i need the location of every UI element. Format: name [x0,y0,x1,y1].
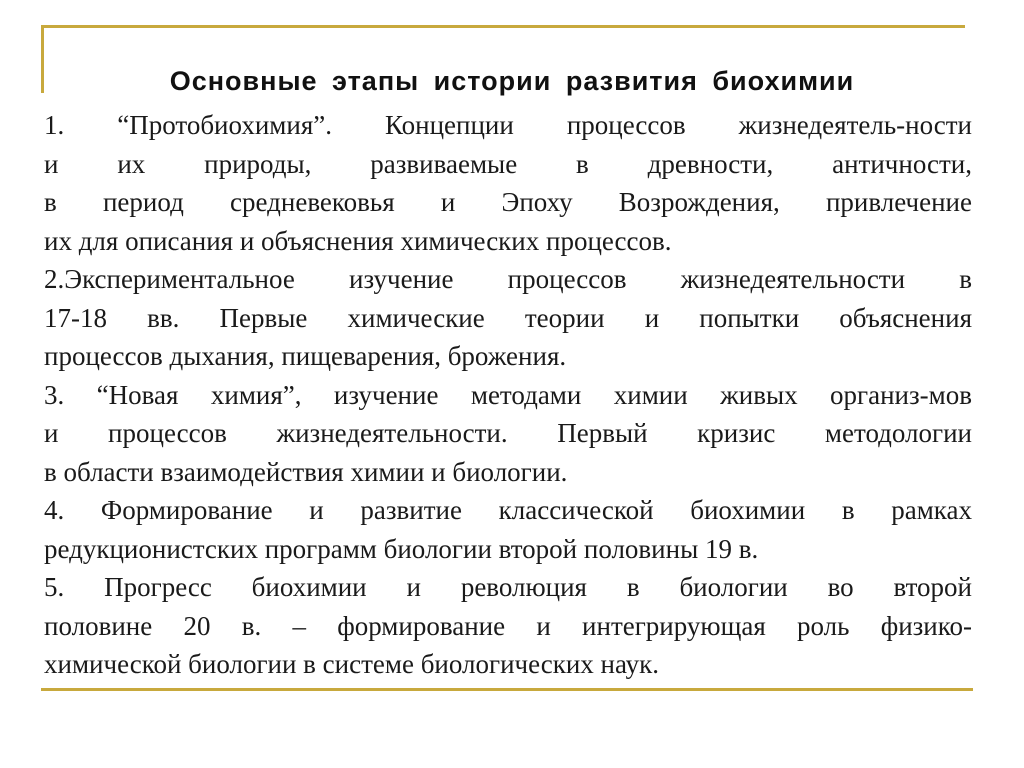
stage-item-1 [44,106,972,260]
stage-item-3 [44,376,972,492]
stage-5-line-1: 5. Прогресс биохимии и революция в биологии во второй [44,572,972,602]
stage-2-line-3: процессов дыхания, пищеварения, брожения. [44,341,567,371]
stage-item-4 [44,491,972,568]
bottom-decorative-rule [41,688,973,691]
stage-4-line-2: редукционистских программ биологии второй половины 19 в. [44,533,759,564]
stage-5-line-2: половине 20 в. – формирование и интегрирующая роль физико- [44,610,972,641]
stage-3-line-1: 3. “Новая химия”, изучение методами химии живых организ-мов [44,379,972,410]
stage-2-line-1: 2.Экспериментальное изучение процессов жизнедеятельности в [44,264,972,294]
top-decorative-rule [41,25,965,28]
stage-item-5 [44,568,972,684]
stage-3-line-2: и процессов жизнедеятельности. Первый кризис методологии [44,418,972,448]
stage-5-line-3: химической биологии в системе биологических наук. [44,649,659,679]
stage-1-line-4: их для описания и объяснения химических процессов. [44,225,672,256]
stage-3-line-3: в области взаимодействия химии и биологии. [44,456,568,487]
stages-list [44,106,972,684]
stage-2-line-2: 17-18 вв. Первые химические теории и попытки объяснения [44,302,972,333]
stage-1-line-3: в период средневековья и Эпоху Возрождения, привлечение [44,187,972,217]
stage-1-line-2: и их природы, развиваемые в древности, античности, [44,148,972,179]
stage-item-2 [44,260,972,376]
stage-1-line-1: 1. “Протобиохимия”. Концепции процессов жизнедеятель-ности [44,110,972,140]
stage-4-line-1: 4. Формирование и развитие классической биохимии в рамках [44,495,972,525]
slide-title: Основные этапы истории развития биохимии [169,66,855,96]
